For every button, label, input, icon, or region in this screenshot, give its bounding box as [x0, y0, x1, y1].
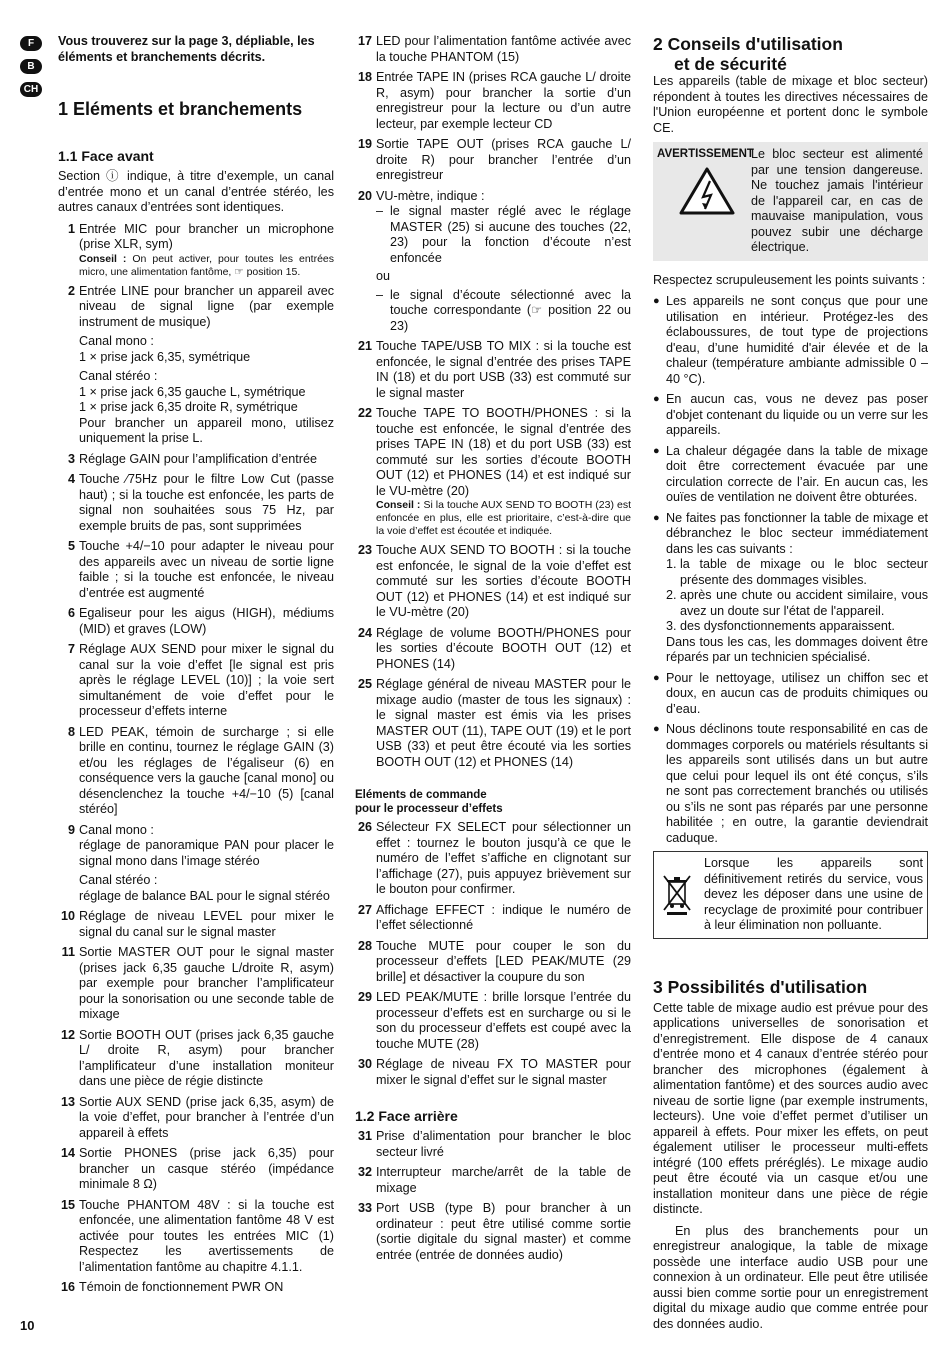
item-body	[376, 1129, 631, 1160]
note-label: Conseil :	[376, 499, 421, 511]
item-text: Réglage GAIN pour l’amplification d’entrée	[79, 451, 318, 466]
list-item-29	[355, 990, 631, 1052]
item-text: Egaliseur pour les aigus (HIGH), médiums (MID) et graves (LOW)	[79, 606, 334, 636]
item-body	[79, 284, 334, 447]
warning-box	[653, 142, 928, 261]
case-text: après une chute ou accident similaire, vous avez un doute sur l'état de l'appareil.	[680, 588, 928, 618]
item-text: Réglage de volume BOOTH/PHONES pour les sorties d’écoute BOOTH OUT (12) et PHONES (14)	[376, 625, 631, 671]
bullet-item	[653, 294, 928, 387]
item-text: Sortie TAPE OUT (prises RCA gauche L/ droite R) pour brancher l’entrée d’un enregistreur	[376, 137, 631, 182]
item-body	[376, 137, 631, 184]
item-text: Touche TAPE/USB TO MIX : si la touche est enfoncée, le signal d’entrée des prises TAPE IN (18) et du port USB (33) est commuté sur le signal master	[376, 339, 631, 400]
item-body	[79, 606, 334, 637]
list-item-19	[355, 137, 631, 184]
list-item-18	[355, 70, 631, 132]
item-body	[376, 903, 631, 934]
list-item-17	[355, 34, 631, 65]
item-extra-line: Canal stéréo :	[79, 873, 158, 887]
item20-option-2: le signal d’écoute sélectionné avec la touche correspondante (☞ position 22 ou 23)	[390, 287, 631, 333]
list-item-8	[58, 725, 334, 818]
bullet-item	[653, 722, 928, 846]
item-text: Touche PHANTOM 48V : si la touche est enfoncée, une alimentation fantôme 48 V est activée pour toutes les entrées MIC (1) Respectez les avertissements de l’alimentation fantôme au chapitre 4.1.1.	[79, 1197, 334, 1274]
list-item-2	[58, 284, 334, 447]
item-body	[376, 820, 631, 898]
item-body	[376, 1057, 631, 1088]
cases-list	[666, 557, 928, 635]
list-item-28	[355, 939, 631, 986]
bullet-text: La chaleur dégagée dans la table de mixage doit être correctement évacuée par une circulation correcte de l’air. En aucun cas, les ouïes de ventilation ne doivent être obturées.	[666, 443, 928, 504]
item-number: 24	[357, 625, 372, 640]
item-text: Entrée LINE pour brancher un appareil avec niveau de signal ligne (par exemple instrument de musique)	[79, 283, 334, 329]
item-body	[79, 823, 334, 905]
item-body	[79, 725, 334, 818]
case-number: 2.	[666, 588, 677, 602]
warning-text: Le bloc secteur est alimenté par une tension dangereuse. Ne touchez jamais l'intérieur de l'appareil car, en cas de mauvaise manipulation, vous pouvez subir une décharge électrique.	[751, 147, 923, 254]
item-number: 6	[67, 606, 75, 620]
item-extra-line: réglage de panoramique PAN pour placer le signal mono dans l’image stéréo	[79, 838, 334, 868]
note-label: Conseil :	[79, 252, 127, 265]
item-number: 10	[60, 909, 75, 923]
list-item-20: 20 VU-mètre, indique : – le signal master réglé avec le réglage MASTER (25) si aucune des touches (22, 23) pour la fonction d’écoute n’est enfoncée ou – le signal d’écoute sélectionné avec la touche correspondante (☞ position 22 ou 23)	[355, 189, 631, 335]
item-body	[376, 34, 631, 65]
item-body	[376, 1165, 631, 1196]
item-body	[79, 642, 334, 720]
weee-text: Lorsque les appareils sont définitivement retirés du service, vous devez les déposer dans une usine de recyclage de proximité pour contribuer à leur élimination non polluante.	[704, 856, 923, 932]
list-item-26	[355, 820, 631, 898]
item-number: 7	[67, 642, 75, 656]
list-item-15	[58, 1198, 334, 1276]
list-item-24	[355, 626, 631, 673]
item-text: LED PEAK/MUTE : brille lorsque l’entrée du processeur d’effets est en surcharge ou si le son du processeur d’effets est coupé avec la touche MUTE (28)	[376, 990, 631, 1051]
item-text: Port USB (type B) pour brancher à un ordinateur : peut être utilisé comme sortie (sortie digitale du signal master) et comme entrée (entrée de données audio)	[376, 1201, 631, 1262]
page-number: 10	[20, 1318, 35, 1333]
item-body	[79, 1280, 334, 1296]
column-3	[653, 34, 928, 1338]
list-item-10	[58, 909, 334, 940]
item-number: 17	[357, 34, 372, 48]
case-number: 1.	[666, 557, 677, 571]
list-item-7	[58, 642, 334, 720]
fx-heading-line2: pour le processeur d’effets	[355, 803, 503, 815]
item-body	[376, 339, 631, 401]
bullet-text: Pour le nettoyage, utilisez un chiffon sec et doux, en aucun cas de produits chimiques ou d’eau.	[666, 670, 928, 716]
item-number: 15	[60, 1197, 75, 1212]
bullet-icon: ●	[653, 295, 660, 307]
section-1-1-title: 1.1 Face avant	[58, 148, 154, 164]
item-number: 8	[67, 724, 75, 739]
fx-heading-line1: Eléments de commande	[355, 789, 487, 801]
safety-bullets	[653, 294, 928, 506]
warning-label: AVERTISSEMENT	[657, 148, 754, 160]
respect-text: Respectez scrupuleusement les points suivants :	[653, 272, 926, 287]
item-text: Touche MUTE pour couper le son du processeur d’effets [LED PEAK/MUTE (29 brille] et désactiver la coupure du son	[376, 938, 631, 984]
bullet-item	[653, 392, 928, 439]
bullet-item	[653, 444, 928, 506]
bullet-icon: ●	[653, 671, 660, 684]
item-text: Réglage de niveau FX TO MASTER pour mixer le signal d’effet sur le signal master	[376, 1057, 631, 1087]
item-number: 14	[60, 1146, 75, 1160]
item-body	[79, 1198, 334, 1276]
case-item	[666, 619, 928, 635]
item-text: Témoin de fonctionnement PWR ON	[79, 1280, 284, 1294]
list-item-25	[355, 677, 631, 770]
item-text: VU-mètre, indique :	[376, 188, 485, 203]
column-1	[58, 34, 334, 1301]
item-number: 11	[61, 945, 75, 959]
item-extra-line: 1 × prise jack 6,35, symétrique	[79, 349, 251, 364]
item-number: 28	[357, 938, 372, 953]
language-badge-b: B	[20, 59, 42, 74]
bullet-icon: ●	[653, 393, 660, 405]
column-2	[355, 34, 631, 1268]
item-number: 16	[60, 1280, 75, 1294]
item-number: 5	[67, 539, 75, 553]
items-list-col2b	[355, 339, 631, 770]
items-list-col2a	[355, 34, 631, 184]
item-extra-line: Canal mono :	[79, 334, 154, 348]
item-extra-line: Canal stéréo :	[79, 369, 158, 383]
bullet-item	[653, 671, 928, 718]
item-body	[79, 452, 334, 468]
item-number: 32	[357, 1165, 372, 1179]
crossed-bin-icon	[660, 870, 694, 916]
bullet-disconnect	[653, 511, 928, 666]
item-text: Sortie MASTER OUT pour le signal master (prises jack 6,35 gauche L/droite R, asym) par exemple pour brancher l’amplificateur pour la sonorisation ou une seconde table de mixage	[79, 945, 334, 1021]
item-note	[79, 253, 334, 279]
item-body	[79, 1095, 334, 1142]
language-badge-f: F	[20, 36, 42, 51]
item-number: 30	[357, 1057, 372, 1071]
list-item-16	[58, 1280, 334, 1296]
list-item-13	[58, 1095, 334, 1142]
list-item-11	[58, 945, 334, 1023]
item-number: 9	[67, 822, 75, 837]
list-item-6	[58, 606, 334, 637]
item-text: Réglage de niveau LEVEL pour mixer le signal du canal sur le signal master	[79, 909, 334, 939]
intro-text: Vous trouverez sur la page 3, dépliable, les éléments et branchements décrits.	[58, 34, 315, 64]
item-number: 2	[67, 283, 75, 298]
item-text: Sortie BOOTH OUT (prises jack 6,35 gauche L/ droite R, asym) pour brancher l’amplificateur d’une installation moniteur dans une pièce de régie distincte	[79, 1027, 334, 1088]
section-2-title-line1: 2 Conseils d'utilisation	[653, 34, 843, 54]
list-item-9	[58, 823, 334, 905]
item-text: Sortie AUX SEND (prise jack 6,35, asym) de la voie d’effet, pour brancher à l’entrée d’un appareil à effets	[79, 1094, 334, 1140]
list-item-22	[355, 406, 631, 538]
item-number: 26	[357, 820, 372, 834]
list-item-4	[58, 472, 334, 534]
item-text: Affichage EFFECT : indique le numéro de l’effet sélectionné	[376, 902, 631, 932]
list-item-12	[58, 1028, 334, 1090]
bullet-text: En aucun cas, vous ne devez pas poser d'objet contenant du liquide ou un verre sur les appareils.	[666, 392, 928, 437]
item-text: Sortie PHONES (prise jack 6,35) pour brancher un casque stéréo (impédance minimale 8 Ω)	[79, 1146, 334, 1191]
item20-or: ou	[376, 269, 391, 283]
list-item-3	[58, 452, 334, 468]
item-number: 20	[357, 188, 372, 203]
list-item-21	[355, 339, 631, 401]
item-number: 1	[67, 221, 75, 236]
item-text: LED pour l’alimentation fantôme activée avec la touche PHANTOM (15)	[376, 34, 631, 64]
item-number: 25	[357, 677, 372, 691]
item-number: 23	[357, 543, 372, 557]
item-body	[376, 990, 631, 1052]
item-number: 21	[357, 339, 372, 353]
item-body	[79, 472, 334, 534]
item-body	[79, 222, 334, 279]
item-number: 3	[67, 451, 75, 466]
bullet-icon: ●	[653, 511, 660, 524]
list-item-30	[355, 1057, 631, 1088]
item-number: 29	[357, 990, 372, 1004]
item-text: Touche TAPE TO BOOTH/PHONES : si la touche est enfoncée, le signal d’entrée des prises TAPE IN (18) et du port USB (33) est commuté sur les sorties d’écoute BOOTH OUT (12) et PHONES (14) et est indiqué sur le VU-mètre (20)	[376, 406, 631, 498]
item-body	[79, 1146, 334, 1193]
item-number: 33	[357, 1201, 372, 1215]
item-text: Entrée MIC pour brancher un microphone (prise XLR, sym)	[79, 221, 334, 251]
item-text: Entrée TAPE IN (prises RCA gauche L/ droite R, asym) pour brancher la sortie d’un enregistreur pour la lecture ou d’un autre lecteur, par exemple lecteur CD	[376, 70, 631, 131]
section-3-title: 3 Possibilités d'utilisation	[653, 976, 868, 997]
item-number: 4	[67, 472, 75, 486]
items-list-fx	[355, 820, 631, 1088]
item-number: 27	[357, 902, 372, 917]
item-text: Sélecteur FX SELECT pour sélectionner un effet : tournez le bouton jusqu’à ce que le numéro de l’effet s’affiche en clignotant sur l’affichage (27), puis appuyez brièvement sur le bouton pour confirmer.	[376, 820, 631, 896]
item-body	[376, 543, 631, 621]
language-badge-ch: CH	[20, 82, 42, 97]
item-number: 31	[357, 1129, 372, 1143]
bullet-text: Les appareils ne sont conçus que pour une utilisation en intérieur. Protégez-les des éclaboussures, de tout type de projections d'eau, d’une humidité d'air élevée et de la chaleur (température ambiante admissible 0 – 40 °C).	[666, 294, 928, 386]
note-text: Si la touche AUX SEND TO BOOTH (23) est enfoncée en plus, elle est prioritaire, c’est-à-dire que la voie d’effet est écoutée et indiquée.	[376, 499, 631, 537]
item-text: Touche AUX SEND TO BOOTH : si la touche est enfoncée, le signal de la voie d’effet est commuté sur les sorties d’écoute BOOTH OUT (12) et PHONES (14) et est indiqué sur le VU-mètre (20)	[376, 543, 631, 619]
item-body	[79, 1028, 334, 1090]
section-1-title: 1 Eléments et branchements	[58, 99, 303, 119]
section-3-paragraph-2: En plus des branchements pour un enregistreur analogique, la table de mixage possède une interface audio USB pour une connexion à un ordinateur. Elle peut être utilisée aussi bien comme sortie pour un enregistrement digital du mixage audio que comme entrée pour des données audio.	[653, 1223, 928, 1331]
item-body	[79, 945, 334, 1023]
case-text: la table de mixage ou le bloc secteur présente des dommages visibles.	[680, 557, 928, 587]
item-body	[376, 406, 631, 538]
list-item-14	[58, 1146, 334, 1193]
item-text: Canal mono :	[79, 822, 154, 837]
item-body	[376, 1201, 631, 1263]
item-number: 19	[357, 137, 372, 151]
case-text: des dysfonctionnements apparaissent.	[680, 619, 895, 633]
item-body	[79, 909, 334, 940]
item-body	[376, 939, 631, 986]
items-list-rear	[355, 1129, 631, 1263]
item-text: Réglage général de niveau MASTER pour le mixage audio (master de tous les signaux) : le signal master est émis via les prises MASTER OUT (11), TAPE OUT (19) et le port USB (33) et peut être écouté via les sorties BOOTH OUT (12) et PHONES (14)	[376, 677, 631, 769]
bullet-icon: ●	[653, 723, 660, 735]
list-item-33	[355, 1201, 631, 1263]
list-item-31	[355, 1129, 631, 1160]
item-text: Touche +4/−10 pour adapter le niveau pour des appareils avec un niveau de sortie ligne faible ; si la touche est enfoncée, le niveau d’entrée est augmenté	[79, 539, 334, 600]
list-item-32	[355, 1165, 631, 1196]
section-1-1-intro: Section ⓘ indique, à titre d’exemple, un canal d’entrée mono et un canal d’entrée stéréo, les autres canaux d’entrées sont identiques.	[58, 169, 334, 214]
bullet-icon: ●	[653, 444, 660, 457]
item-body	[376, 70, 631, 132]
item-number: 13	[60, 1094, 75, 1109]
item-number: 22	[357, 406, 372, 420]
safety-bullets-2	[653, 671, 928, 847]
case-item	[666, 557, 928, 588]
item-body	[376, 626, 631, 673]
item-text: Prise d’alimentation pour brancher le bloc secteur livré	[376, 1129, 631, 1159]
bullet-disconnect-text: Ne faites pas fonctionner la table de mixage et débranchez le bloc secteur immédiatement dans les cas suivants :	[666, 510, 928, 556]
section-1-2-title: 1.2 Face arrière	[355, 1108, 458, 1124]
case-number: 3.	[666, 619, 677, 633]
list-item-5	[58, 539, 334, 601]
item-number: 18	[357, 70, 372, 84]
item-body	[376, 677, 631, 770]
item-text: Interrupteur marche/arrêt de la table de mixage	[376, 1165, 631, 1195]
item-extra-line: 1 × prise jack 6,35 gauche L, symétrique	[79, 384, 306, 399]
item-text: Réglage AUX SEND pour mixer le signal du canal sur la voie d’effet [le signal est pris après le réglage LEVEL (10)] ; la voie sert simultanément de voie d’effet pour le processeur d’effets interne	[79, 642, 334, 718]
section-2-title-line2: et de sécurité	[674, 54, 787, 74]
item-extra-line: Pour brancher un appareil mono, utilisez uniquement la prise L.	[79, 415, 334, 445]
electric-hazard-icon	[679, 167, 735, 215]
item-extra-line: 1 × prise jack 6,35 droite R, symétrique	[79, 400, 298, 414]
case-item	[666, 588, 928, 619]
item20-option-1: le signal master réglé avec le réglage MASTER (25) si aucune des touches (22, 23) pour la fonction d’écoute n’est enfoncée	[390, 204, 631, 265]
item-text: LED PEAK, témoin de surcharge ; si elle brille en continu, tournez le réglage GAIN (3) et/ou les réglages de l’égaliseur (6) en conséquence vers la gauche [canal mono] ou désenclenchez la touche +4/−10 (5) [canal stéréo]	[79, 724, 334, 816]
list-item-27	[355, 903, 631, 934]
note-text: On peut activer, pour toutes les entrées micro, une alimentation fantôme, ☞ position 15.	[79, 252, 335, 278]
item-note	[376, 499, 631, 538]
item-extra-line: réglage de balance BAL pour le signal stéréo	[79, 888, 330, 903]
item-body	[79, 539, 334, 601]
bullet-text: Nous déclinons toute responsabilité en cas de dommages corporels ou matériels résultants si les appareils sont utilisés dans un but autre que celui pour lequel ils ont été conçus, s’ils ne sont pas correctement branchés ou utilisés ou s’ils ne sont pas réparés par une personne habilitée ; en outre, la garantie deviendrait caduque.	[666, 722, 928, 845]
section-2-intro: Les appareils (table de mixage et bloc secteur) répondent à toutes les directives nécessaires de l'Union européenne et portent donc le symbole CE.	[653, 74, 928, 135]
item-text: Touche ⁄75Hz pour le filtre Low Cut (passe haut) ; si la touche est enfoncée, les parts de signal non souhaitées sous 75 Hz, par exemple bruits de pas, sont supprimées	[79, 472, 334, 533]
section-3-paragraph-1: Cette table de mixage audio est prévue pour des applications universelles de sonorisation et d’enregistrement. Elle dispose de 4 canaux d’entrée mono et 4 canaux d’entrée stéréo pour brancher des microphones (également à alimentation fantôme) et des sources audio avec niveau de sortie ligne (par exemple instruments, lecteurs). Une voie d’effet permet d’utiliser un appareil à effets. Pour mixer les effets, on peut également utiliser le processeur multi-effets intégré (100 effets préréglés). Le mixage audio peut être écouté via un casque et/ou une installation moniteur dans une pièce de régie distincte.	[653, 1000, 928, 1216]
weee-box	[653, 851, 928, 939]
item-number: 12	[60, 1027, 75, 1042]
cases-after-text: Dans tous les cas, les dommages doivent être réparés par un technicien spécialisé.	[666, 634, 928, 664]
list-item-23	[355, 543, 631, 621]
items-list-col1	[58, 222, 334, 1296]
list-item-1	[58, 222, 334, 279]
